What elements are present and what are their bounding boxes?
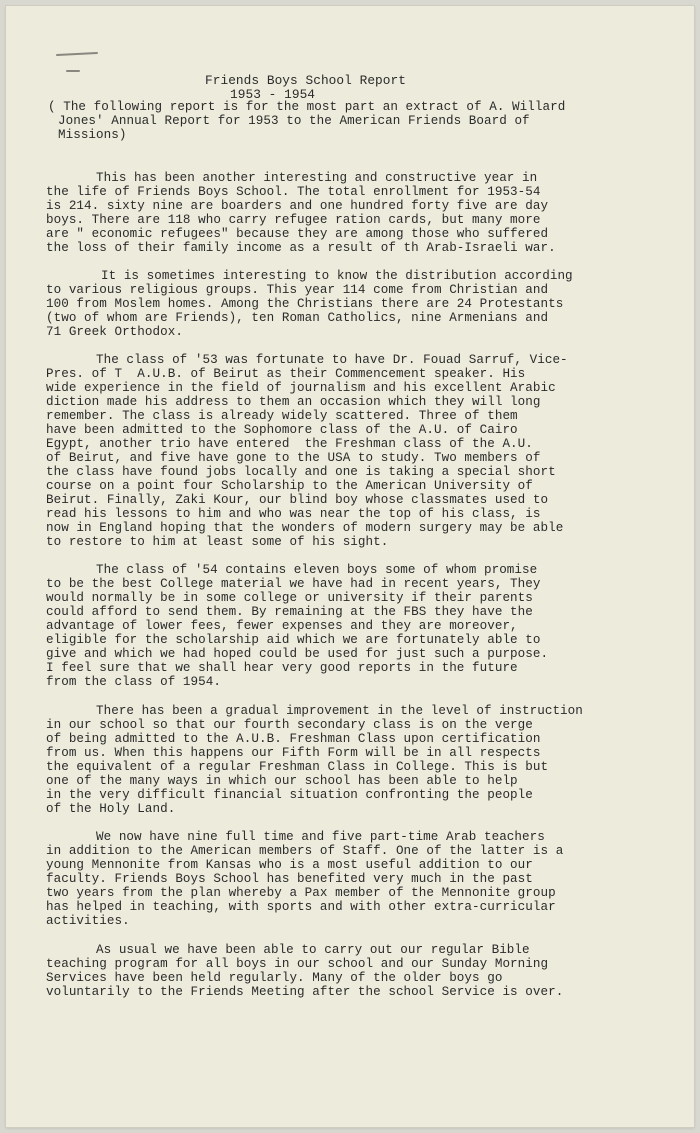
paragraph-line: Beirut. Finally, Zaki Kour, our blind boy whose classmates used to	[46, 493, 549, 507]
paragraph-line: of the Holy Land.	[46, 802, 176, 816]
paragraph-line: of being admitted to the A.U.B. Freshman Class upon certification	[46, 732, 541, 746]
paragraph-line: boys. There are 118 who carry refugee ration cards, but many more	[46, 213, 541, 227]
paragraph-line: in addition to the American members of Staff. One of the latter is a	[46, 844, 564, 858]
paragraph-line: 100 from Moslem homes. Among the Christians there are 24 Protestants	[46, 297, 564, 311]
paragraph-line: young Mennonite from Kansas who is a most useful addition to our	[46, 858, 533, 872]
paragraph-line: diction made his address to them an occasion which they will long	[46, 395, 541, 409]
paragraph-line: to various religious groups. This year 114 come from Christian and	[46, 283, 549, 297]
paragraph-line: to restore to him at least some of his sight.	[46, 535, 389, 549]
paragraph-line: (two of whom are Friends), ten Roman Catholics, nine Armenians and	[46, 311, 549, 325]
paragraph-line: one of the many ways in which our school has been able to help	[46, 774, 518, 788]
paragraph-line: Services have been held regularly. Many of the older boys go	[46, 971, 503, 985]
intro-line: Jones' Annual Report for 1953 to the American Friends Board of	[58, 114, 530, 128]
paragraph-line: from the class of 1954.	[46, 675, 221, 689]
paragraph-line: eligible for the scholarship aid which we are fortunately able to	[46, 633, 541, 647]
paragraph-line: remember. The class is already widely scattered. Three of them	[46, 409, 518, 423]
pen-mark	[56, 52, 98, 56]
paragraph-line: voluntarily to the Friends Meeting after the school Service is over.	[46, 985, 564, 999]
paragraph-line: are " economic refugees" because they are among those who suffered	[46, 227, 549, 241]
paragraph-line: There has been a gradual improvement in the level of instruction	[96, 704, 583, 718]
paragraph-line: It is sometimes interesting to know the distribution according	[101, 269, 573, 283]
paragraph-line: We now have nine full time and five part-time Arab teachers	[96, 830, 545, 844]
paragraph-line: give and which we had hoped could be used for just such a purpose.	[46, 647, 549, 661]
paragraph-line: advantage of lower fees, fewer expenses and they are moreover,	[46, 619, 518, 633]
paragraph-line: could afford to send them. By remaining at the FBS they have the	[46, 605, 533, 619]
paragraph-line: in the very difficult financial situation confronting the people	[46, 788, 533, 802]
paragraph-line: This has been another interesting and constructive year in	[96, 171, 538, 185]
paragraph-line: the equivalent of a regular Freshman Class in College. This is but	[46, 760, 549, 774]
document-page	[6, 6, 694, 1127]
paragraph-line: now in England hoping that the wonders of modern surgery may be able	[46, 521, 564, 535]
paragraph-line: have been admitted to the Sophomore class of the A.U. of Cairo	[46, 423, 518, 437]
paragraph-line: in our school so that our fourth secondary class is on the verge	[46, 718, 533, 732]
paragraph-line: to be the best College material we have had in recent years, They	[46, 577, 541, 591]
paragraph-line: The class of '53 was fortunate to have Dr. Fouad Sarruf, Vice-	[96, 353, 568, 367]
paragraph-line: has helped in teaching, with sports and with other extra-curricular	[46, 900, 556, 914]
paragraph-line: teaching program for all boys in our school and our Sunday Morning	[46, 957, 549, 971]
paragraph-line: is 214. sixty nine are boarders and one hundred forty five are day	[46, 199, 549, 213]
paragraph-line: the class have found jobs locally and one is taking a special short	[46, 465, 556, 479]
report-title: Friends Boys School Report	[205, 73, 406, 88]
paragraph-line: of Beirut, and five have gone to the USA to study. Two members of	[46, 451, 541, 465]
paragraph-line: 71 Greek Orthodox.	[46, 325, 183, 339]
paragraph-line: the loss of their family income as a result of th Arab-Israeli war.	[46, 241, 556, 255]
paragraph-line: As usual we have been able to carry out our regular Bible	[96, 943, 530, 957]
paragraph-line: from us. When this happens our Fifth Form will be in all respects	[46, 746, 541, 760]
intro-line: Missions)	[58, 128, 127, 142]
intro-line: ( The following report is for the most part an extract of A. Willard	[48, 100, 566, 114]
paragraph-line: I feel sure that we shall hear very good reports in the future	[46, 661, 518, 675]
paragraph-line: course on a point four Scholarship to the American University of	[46, 479, 533, 493]
report-years: 1953 - 1954	[230, 87, 316, 102]
paragraph-line: The class of '54 contains eleven boys some of whom promise	[96, 563, 538, 577]
paragraph-line: the life of Friends Boys School. The total enrollment for 1953-54	[46, 185, 541, 199]
paragraph-line: Egypt, another trio have entered the Freshman class of the A.U.	[46, 437, 533, 451]
paragraph-line: two years from the plan whereby a Pax member of the Mennonite group	[46, 886, 556, 900]
paragraph-line: activities.	[46, 914, 130, 928]
paragraph-line: read his lessons to him and who was near the top of his class, is	[46, 507, 541, 521]
paragraph-line: faculty. Friends Boys School has benefited very much in the past	[46, 872, 533, 886]
paragraph-line: Pres. of T A.U.B. of Beirut as their Commencement speaker. His	[46, 367, 526, 381]
pen-mark	[66, 70, 80, 72]
paragraph-line: would normally be in some college or university if their parents	[46, 591, 533, 605]
paragraph-line: wide experience in the field of journalism and his excellent Arabic	[46, 381, 556, 395]
